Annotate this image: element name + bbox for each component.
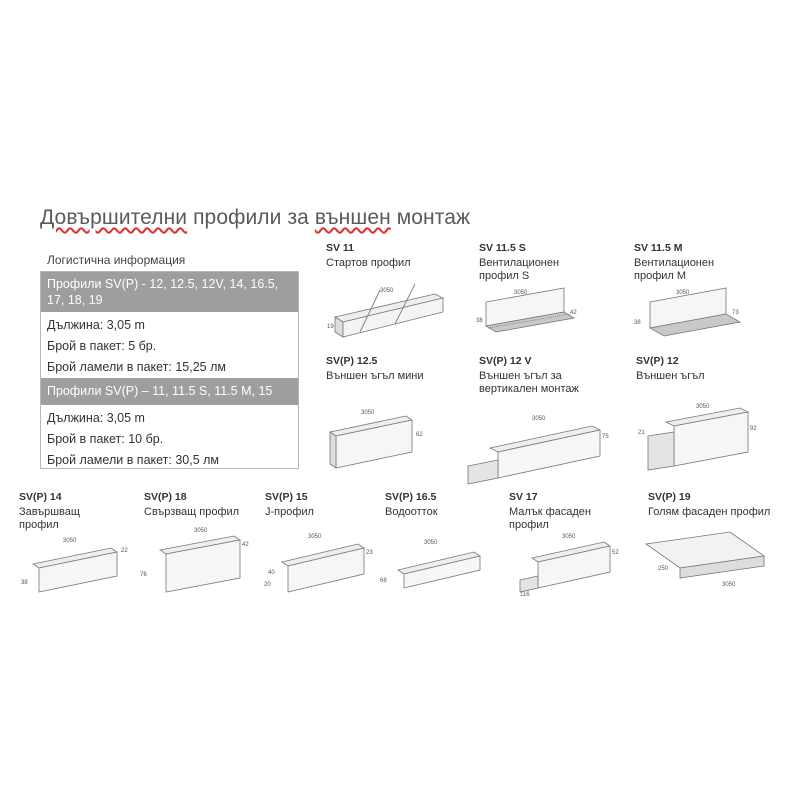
dim-text: 38 [476, 318, 483, 324]
logistics-box [40, 271, 299, 469]
profile-code: SV(P) 15 [265, 491, 308, 503]
profile-name: J-профил [265, 506, 314, 518]
dim-text: 3050 [514, 290, 528, 296]
profile-sv115s [479, 242, 579, 283]
dim-text: 3050 [532, 416, 546, 422]
dim-text: 73 [732, 310, 739, 316]
dim-text: 3050 [424, 540, 438, 546]
profile-name: Стартов профил [326, 257, 411, 269]
dim-text: 38 [634, 320, 641, 326]
profile-sv115m [634, 242, 734, 283]
profile-name: Голям фасаден профил [648, 506, 771, 518]
dim-text: 3050 [562, 534, 576, 540]
title-word-5: монтаж [396, 206, 471, 229]
logistics-heading: Логистична информация [47, 253, 186, 267]
dim-text: 3050 [194, 528, 208, 534]
sv115m-drawing-icon [630, 282, 750, 340]
dim-text: 21 [638, 430, 645, 436]
sv11-drawing-icon [325, 282, 455, 342]
group1-lamels: Брой ламели в пакет: 15,25 лм [47, 360, 226, 374]
dim-text: 116 [520, 592, 530, 598]
profile-sv17 [509, 491, 609, 532]
profile-code: SV 11 [326, 242, 355, 254]
profile-name: Завършващ профил [19, 506, 80, 531]
sv125-drawing-icon [316, 402, 428, 482]
sv18-drawing-icon [138, 520, 256, 602]
profile-code: SV(P) 12.5 [326, 355, 378, 367]
profile-sv11 [326, 242, 426, 270]
dim-text: 68 [380, 578, 387, 584]
dim-text: 52 [612, 550, 619, 556]
sv15-drawing-icon [262, 526, 380, 598]
sv17-drawing-icon [510, 528, 628, 598]
dim-text: 62 [416, 432, 423, 438]
sv12-drawing-icon [636, 398, 762, 478]
profile-name: Малък фасаден профил [509, 506, 591, 531]
profile-name: Външен ъгъл за вертикален монтаж [479, 370, 579, 395]
profile-code: SV 11.5 S [479, 242, 526, 254]
profile-sv125 [326, 355, 424, 383]
dim-text: 22 [121, 548, 128, 554]
group2-per-pack: Брой в пакет: 10 бр. [47, 432, 164, 446]
dim-text: 23 [366, 550, 373, 556]
profile-code: SV 11.5 M [634, 242, 683, 254]
dim-text: 3050 [308, 534, 322, 540]
sv115s-drawing-icon [474, 284, 584, 340]
dim-text: 19 [327, 324, 334, 330]
dim-text: 76 [140, 572, 147, 578]
group2-lamels: Брой ламели в пакет: 30,5 лм [47, 453, 220, 467]
dim-text: 42 [242, 542, 249, 548]
profile-name: Водоотток [385, 506, 438, 518]
dim-text: 92 [750, 426, 757, 432]
profile-code: SV 17 [509, 491, 538, 503]
profile-code: SV(P) 19 [648, 491, 691, 503]
profile-sv165 [385, 491, 438, 519]
dim-text: 3050 [696, 404, 710, 410]
profile-sv12 [636, 355, 705, 383]
profile-name: Свързващ профил [144, 506, 240, 518]
title-word-1: Довършителни [40, 206, 188, 229]
group1-header: Профили SV(P) - 12, 12.5, 12V, 14, 16.5, 17, 18, 19 [41, 272, 298, 312]
dim-text: 42 [570, 310, 577, 316]
group2-length: Дължина: 3,05 m [47, 411, 145, 425]
sv19-drawing-icon [638, 526, 770, 598]
profile-code: SV(P) 12 V [479, 355, 532, 367]
dim-text: 40 [268, 570, 275, 576]
profile-sv14 [19, 491, 119, 532]
dim-text: 3050 [63, 538, 77, 544]
dim-text: 20 [264, 582, 271, 588]
sv14-drawing-icon [19, 532, 135, 602]
dim-text: 38 [21, 580, 28, 586]
group1-length: Дължина: 3,05 m [47, 318, 145, 332]
title-word-3: за [287, 206, 309, 229]
group1-per-pack: Брой в пакет: 5 бр. [47, 339, 157, 353]
dim-text: 3050 [676, 290, 690, 296]
profile-sv18 [144, 491, 239, 519]
dim-text: 250 [658, 566, 669, 572]
dim-text: 3050 [380, 288, 394, 294]
dim-text: 3050 [361, 410, 375, 416]
profile-name: Вентилационен профил S [479, 257, 560, 282]
profile-sv19 [648, 491, 770, 519]
title-word-2: профили [193, 206, 282, 229]
sv12v-drawing-icon [462, 408, 612, 488]
profile-code: SV(P) 14 [19, 491, 62, 503]
profile-name: Външен ъгъл мини [326, 370, 424, 382]
profile-code: SV(P) 12 [636, 355, 679, 367]
page-title [40, 206, 470, 230]
profile-name: Външен ъгъл [636, 370, 705, 382]
sv165-drawing-icon [378, 530, 490, 596]
profile-code: SV(P) 18 [144, 491, 187, 503]
profile-sv15 [265, 491, 314, 519]
dim-text: 75 [602, 434, 609, 440]
profile-name: Вентилационен профил M [634, 257, 715, 282]
profile-sv12v [479, 355, 604, 396]
group2-header: Профили SV(P) – 11, 11.5 S, 11.5 M, 15 [41, 378, 298, 405]
profile-code: SV(P) 16.5 [385, 491, 437, 503]
title-word-4: външен [314, 206, 391, 229]
dim-text: 3050 [722, 582, 736, 588]
